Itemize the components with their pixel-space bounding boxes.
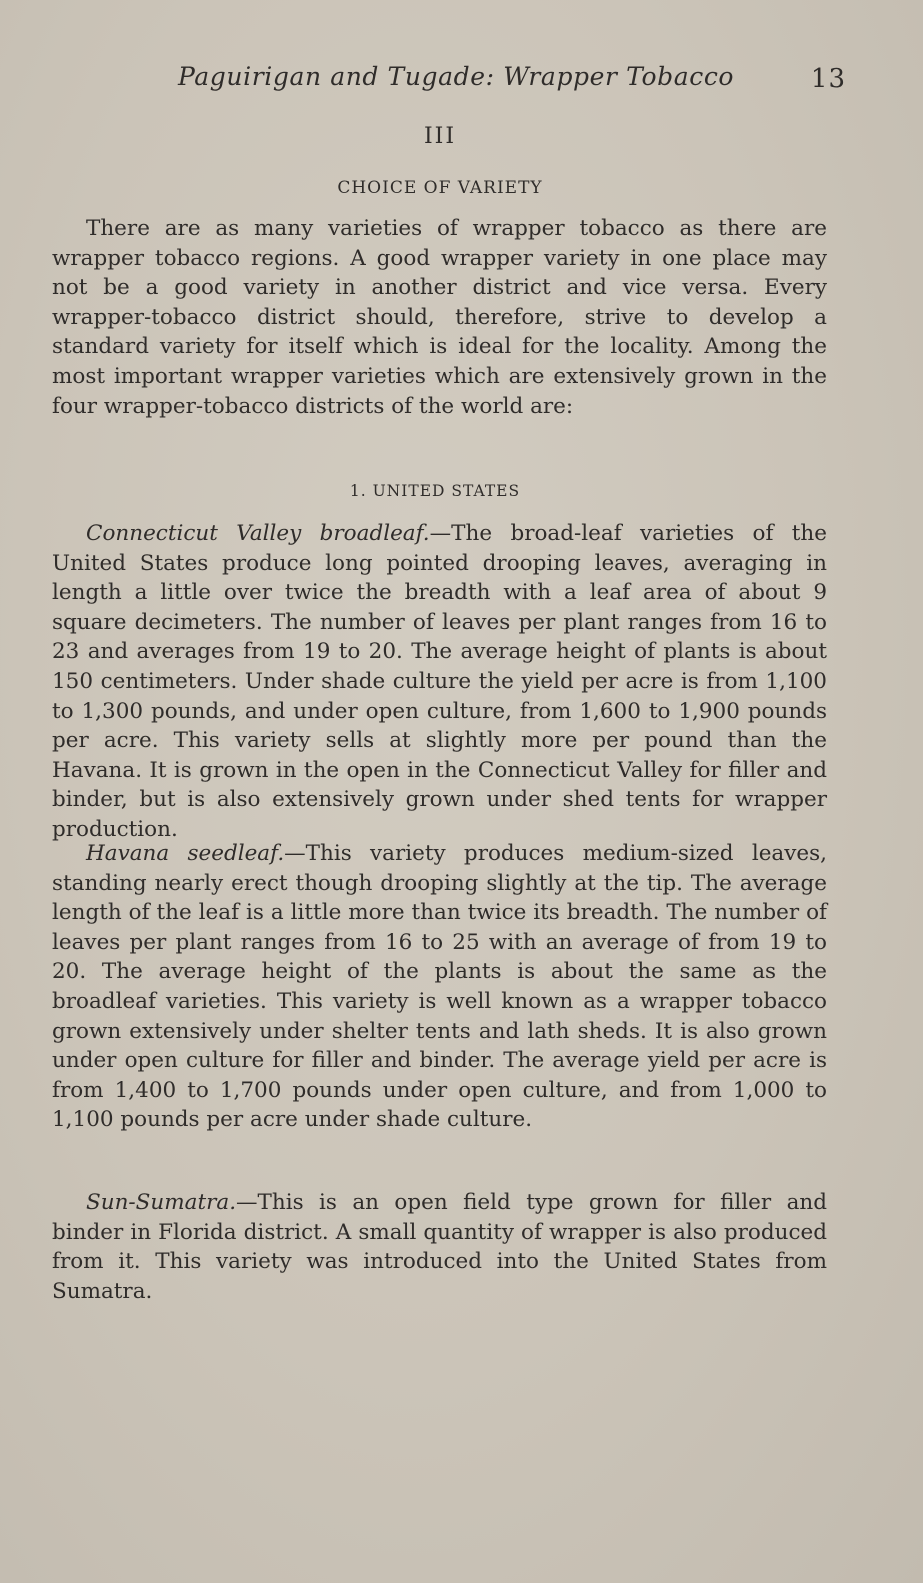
variety-name: Connecticut Valley broadleaf. — [86, 521, 430, 546]
variety-description: —This is an open field type grown for filler and binder in Florida district. A small quantity of wrapper is also produced from it. This variety was introduced into the United States from Sumatra. — [52, 1190, 827, 1304]
chapter-title: CHOICE OF VARIETY — [337, 178, 543, 198]
variety-name: Sun-Sumatra. — [86, 1190, 237, 1215]
variety-name: Havana seedleaf. — [86, 841, 285, 866]
running-title: Paguirigan and Tugade: Wrapper Tobacco — [178, 62, 735, 91]
variety-description: —The broad-leaf varieties of the United States produce long pointed drooping leaves, averaging in length a little over twice the breadth with a leaf area of about 9 square decimeters. The number of leaves per plant ranges from 16 to 23 and averages from 19 to 20. The average height of plants is about 150 centimeters. Under shade culture the yield per acre is from 1,100 to 1,300 pounds, and under open culture, from 1,600 to 1,900 pounds per acre. This variety sells at slightly more per pound than the Havana. It is grown in the open in the Connecticut Valley for filler and binder, but is also extensively grown under shed tents for wrapper production. — [52, 521, 827, 842]
running-head — [178, 62, 846, 102]
variety-description: —This variety produces medium-sized leaves, standing nearly erect though drooping slightly at the tip. The average length of the leaf is a little more than twice its breadth. The number of leaves per plant ranges from 16 to 25 with an average of from 19 to 20. The average height of the plants is about the same as the broadleaf varieties. This variety is well known as a wrapper tobacco grown extensively under shelter tents and lath sheds. It is also grown under open culture for filler and binder. The average yield per acre is from 1,400 to 1,700 pounds under open culture, and from 1,000 to 1,100 pounds per acre under shade culture. — [52, 841, 827, 1133]
variety-paragraph-sun-sumatra — [52, 1188, 827, 1306]
section-heading: 1. UNITED STATES — [349, 482, 521, 500]
chapter-numeral: III — [423, 124, 457, 149]
page-number: 13 — [810, 64, 846, 94]
variety-paragraph-havana — [52, 839, 827, 1135]
intro-paragraph: There are as many varieties of wrapper tobacco as there are wrapper tobacco regions. A good wrapper variety in one place may not be a good variety in another district and vice versa. Every wrapper-tobacco district should, therefore, strive to develop a standard variety for itself which is ideal for the locality. Among the most important wrapper varieties which are extensively grown in the four wrapper-tobacco districts of the world are: — [52, 216, 827, 419]
variety-paragraph-broadleaf — [52, 519, 827, 845]
